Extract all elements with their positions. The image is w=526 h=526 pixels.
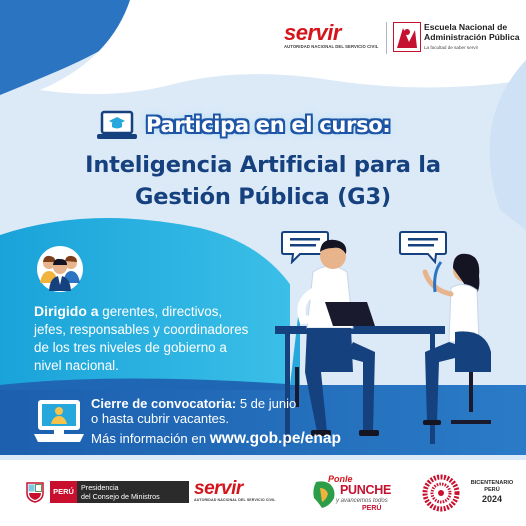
peru-map-icon (310, 480, 338, 510)
more-info-label: Más información en (91, 431, 210, 446)
peru-badge: PERÚ (50, 481, 77, 503)
enap-emblem-icon (393, 22, 421, 52)
meeting-illustration (255, 232, 505, 457)
servir-footer-tagline: AUTORIDAD NACIONAL DEL SERVICIO CIVIL (194, 498, 276, 502)
footer-logos (0, 460, 526, 526)
servir-logo (284, 22, 379, 49)
deadline-label: Cierre de convocatoria: (91, 396, 237, 411)
more-info-line (91, 430, 341, 448)
pcm-name (77, 481, 189, 503)
course-kicker: Participa en el curso: (146, 113, 391, 137)
audience-lead: Dirigido a (34, 303, 99, 319)
bicentenario-ring-icon (422, 474, 460, 512)
pcm-line2: del Consejo de Ministros (81, 492, 160, 501)
more-info-link[interactable]: www.gob.pe/enap (209, 430, 341, 447)
punche-word: PUNCHE (340, 483, 391, 497)
deadline-note: o hasta cubrir vacantes. (91, 411, 230, 426)
ponle-word: Ponle (328, 474, 353, 484)
enap-name-line2: Administración Pública (424, 31, 520, 42)
servir-footer-wordmark: servir (194, 478, 243, 499)
audience-description: gerentes, directivos, jefes, responsables y coordinadores de los tres niveles de gobierno a nivel nacional. (34, 304, 249, 373)
course-title-line1: Inteligencia Artificial para la (85, 152, 441, 178)
course-title-line2: Gestión Pública (G3) (135, 184, 391, 210)
deadline-line (91, 396, 296, 411)
deadline-value: 5 de junio (236, 396, 297, 411)
ponle-slogan: y avancemos todos (336, 498, 388, 504)
audience-text (34, 302, 254, 375)
header-divider (386, 22, 387, 54)
laptop-graduation-icon (96, 110, 138, 142)
ponle-punche-logo (310, 474, 402, 514)
bicentenario-line2: PERÚ (484, 487, 500, 493)
servir-tagline: AUTORIDAD NACIONAL DEL SERVICIO CIVIL (284, 44, 379, 49)
pcm-line1: Presidencia (81, 483, 119, 492)
peru-shield-icon (24, 481, 46, 503)
enap-tagline: La facultad de saber servir (424, 45, 479, 50)
bicentenario-line1: BICENTENARIO (470, 480, 514, 486)
servir-wordmark: servir (284, 20, 341, 45)
computer-screen-user-icon (34, 398, 84, 446)
people-group-icon (36, 245, 84, 293)
ponle-peru: PERÚ (362, 505, 382, 512)
enap-name (424, 23, 520, 42)
enap-name-line1: Escuela Nacional de (424, 22, 508, 32)
bicentenario-year: 2024 (481, 494, 503, 504)
bicentenario-text (463, 480, 521, 504)
servir-footer-logo (194, 479, 274, 502)
